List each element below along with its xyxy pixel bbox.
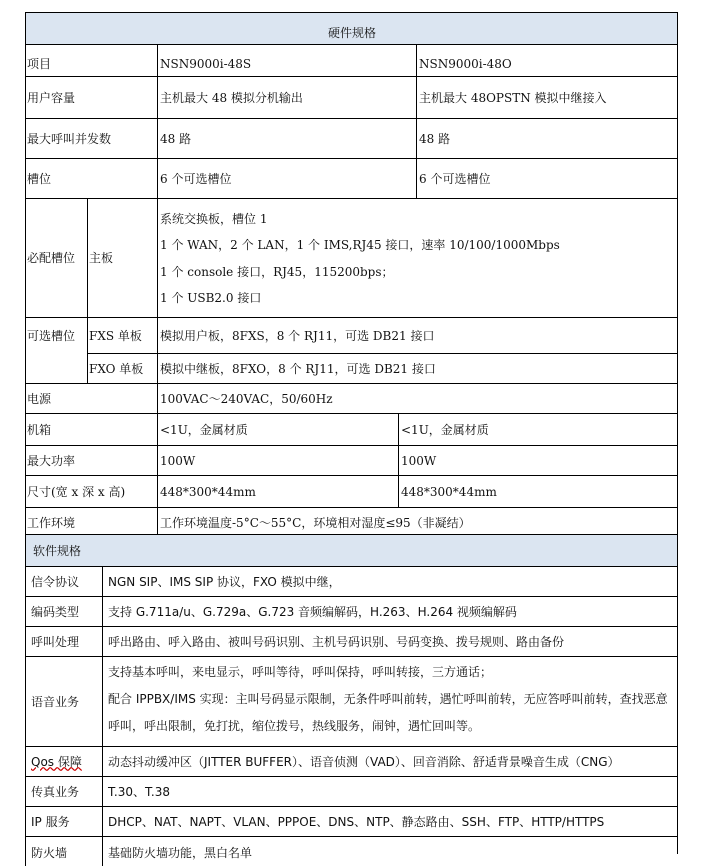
voice-line-2: 配合 IPPBX/IMS 实现：主叫号码显示限制，无条件呼叫前转，遇忙呼叫前转，无应答呼叫前转，查找恶意 — [108, 692, 668, 706]
qos-label-text: Qos 保障 — [31, 754, 82, 769]
callproc-value: 呼出路由、呼入路由、被叫号码识别、主机号码识别、号码变换、拨号规则、路由备份 — [102, 626, 678, 656]
row-label-size: 尺寸(宽 x 深 x 高) — [25, 475, 157, 507]
power-value: 100VAC～240VAC，50/60Hz — [157, 383, 678, 413]
calls-a: 48 路 — [157, 118, 416, 158]
required-sub-mainboard: 主板 — [87, 198, 157, 317]
calls-b: 48 路 — [416, 118, 678, 158]
fax-value: T.30、T.38 — [102, 776, 678, 806]
row-label-ip: IP 服务 — [25, 806, 102, 836]
env-value: 工作环境温度-5°C～55°C，环境相对湿度≤95（非凝结） — [157, 507, 678, 534]
required-line-3: 1 个 console 接口，RJ45，115200bps； — [160, 264, 394, 279]
row-label-signal: 信令协议 — [25, 566, 102, 596]
model-b: NSN9000i-48O — [416, 44, 678, 76]
row-label-power: 电源 — [25, 383, 157, 413]
chassis-b: <1U，金属材质 — [398, 413, 678, 445]
row-label-model: 项目 — [25, 44, 157, 76]
optional-fxo-value: 模拟中继板，8FXO，8 个 RJ11，可选 DB21 接口 — [157, 353, 678, 383]
voice-details — [102, 656, 678, 746]
codec-value: 支持 G.711a/u、G.729a、G.723 音频编解码，H.263、H.264 视频编解码 — [102, 596, 678, 626]
row-label-env: 工作环境 — [25, 507, 157, 534]
hardware-right-border — [677, 12, 678, 534]
model-a: NSN9000i-48S — [157, 44, 416, 76]
row-label-required: 必配槽位 — [25, 198, 87, 317]
hardware-title: 硬件规格 — [25, 12, 678, 44]
slots-b: 6 个可选槽位 — [416, 158, 678, 198]
size-b: 448*300*44mm — [398, 475, 678, 507]
row-label-maxpower: 最大功率 — [25, 445, 157, 475]
row-label-fax: 传真业务 — [25, 776, 102, 806]
row-label-optional: 可选槽位 — [25, 317, 87, 353]
row-label-calls: 最大呼叫并发数 — [25, 118, 157, 158]
row-label-firewall: 防火墙 — [25, 836, 102, 866]
optional-blank-cell — [25, 353, 87, 383]
software-right-border — [677, 534, 678, 854]
row-label-codec: 编码类型 — [25, 596, 102, 626]
row-label-capacity: 用户容量 — [25, 76, 157, 118]
row-label-slots: 槽位 — [25, 158, 157, 198]
maxpower-b: 100W — [398, 445, 678, 475]
maxpower-a: 100W — [157, 445, 398, 475]
firewall-value: 基础防火墙功能，黑白名单 — [102, 836, 678, 866]
required-line-4: 1 个 USB2.0 接口 — [160, 290, 262, 305]
capacity-b: 主机最大 48OPSTN 模拟中继接入 — [416, 76, 678, 118]
qos-value: 动态抖动缓冲区（JITTER BUFFER）、语音侦测（VAD）、回音消除、舒适背景噪音生成（CNG） — [102, 746, 678, 776]
required-line-1: 系统交换板，槽位 1 — [160, 212, 268, 226]
size-a: 448*300*44mm — [157, 475, 398, 507]
ip-value: DHCP、NAT、NAPT、VLAN、PPPOE、DNS、NTP、静态路由、SSH、FTP、HTTP/HTTPS — [102, 806, 678, 836]
software-title: 软件规格 — [25, 534, 678, 566]
row-label-voice: 语音业务 — [25, 656, 102, 746]
optional-fxo-sub: FXO 单板 — [87, 353, 157, 383]
voice-line-3: 呼叫，呼出限制，免打扰，缩位拨号，热线服务，闹钟，遇忙回叫等。 — [108, 719, 481, 733]
optional-fxs-value: 模拟用户板，8FXS，8 个 RJ11，可选 DB21 接口 — [157, 317, 678, 353]
capacity-a: 主机最大 48 模拟分机输出 — [157, 76, 416, 118]
row-label-callproc: 呼叫处理 — [25, 626, 102, 656]
required-details — [157, 198, 678, 317]
row-label-qos — [25, 746, 102, 776]
slots-a: 6 个可选槽位 — [157, 158, 416, 198]
row-label-chassis: 机箱 — [25, 413, 157, 445]
signal-value: NGN SIP、IMS SIP 协议，FXO 模拟中继， — [102, 566, 678, 596]
chassis-a: <1U，金属材质 — [157, 413, 398, 445]
optional-fxs-sub: FXS 单板 — [87, 317, 157, 353]
required-line-2: 1 个 WAN，2 个 LAN，1 个 IMS,RJ45 接口，速率 10/100/1000Mbps — [160, 238, 560, 253]
voice-line-1: 支持基本呼叫，来电显示，呼叫等待，呼叫保持，呼叫转接，三方通话； — [108, 665, 493, 679]
